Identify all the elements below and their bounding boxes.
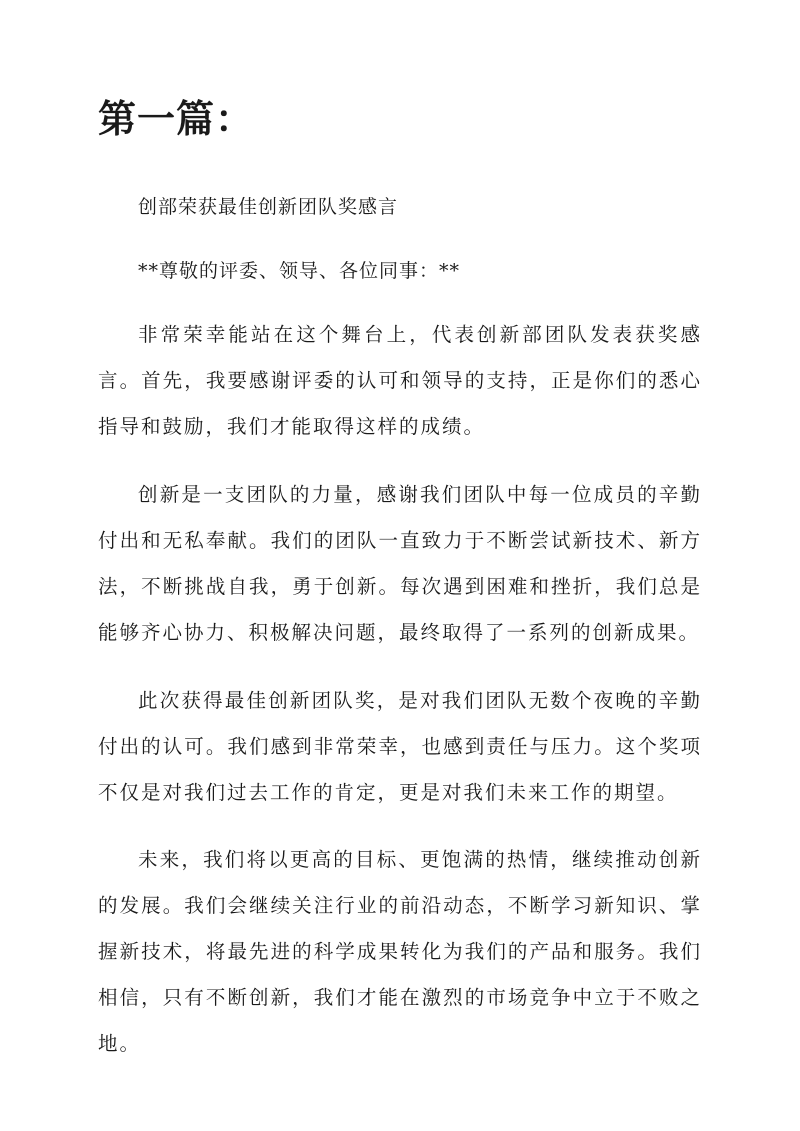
speech-greeting: **尊敬的评委、领导、各位同事：**	[138, 260, 461, 282]
body-paragraph: 未来，我们将以更高的目标、更饱满的热情，继续推动创新的发展。我们会继续关注行业的前沿动态，不断学习新知识、掌握新技术，将最先进的科学成果转化为我们的产品和服务。我们相信，只有不断创新，我们才能在激烈的市场竞争中立于不败之地。	[98, 848, 702, 1055]
body-paragraph: 非常荣幸能站在这个舞台上，代表创新部团队发表获奖感言。首先，我要感谢评委的认可和领导的支持，正是你们的悉心指导和鼓励，我们才能取得这样的成绩。	[98, 323, 702, 438]
speech-title: 创部荣获最佳创新团队奖感言	[138, 196, 399, 218]
page-title: 第一篇：	[98, 96, 255, 141]
body-paragraph: 此次获得最佳创新团队奖，是对我们团队无数个夜晚的辛勤付出的认可。我们感到非常荣幸，也感到责任与压力。这个奖项不仅是对我们过去工作的肯定，更是对我们未来工作的期望。	[98, 689, 702, 804]
body-paragraph: 创新是一支团队的力量，感谢我们团队中每一位成员的辛勤付出和无私奉献。我们的团队一直致力于不断尝试新技术、新方法，不断挑战自我，勇于创新。每次遇到困难和挫折，我们总是能够齐心协力、积极解决问题，最终取得了一系列的创新成果。	[98, 483, 702, 644]
